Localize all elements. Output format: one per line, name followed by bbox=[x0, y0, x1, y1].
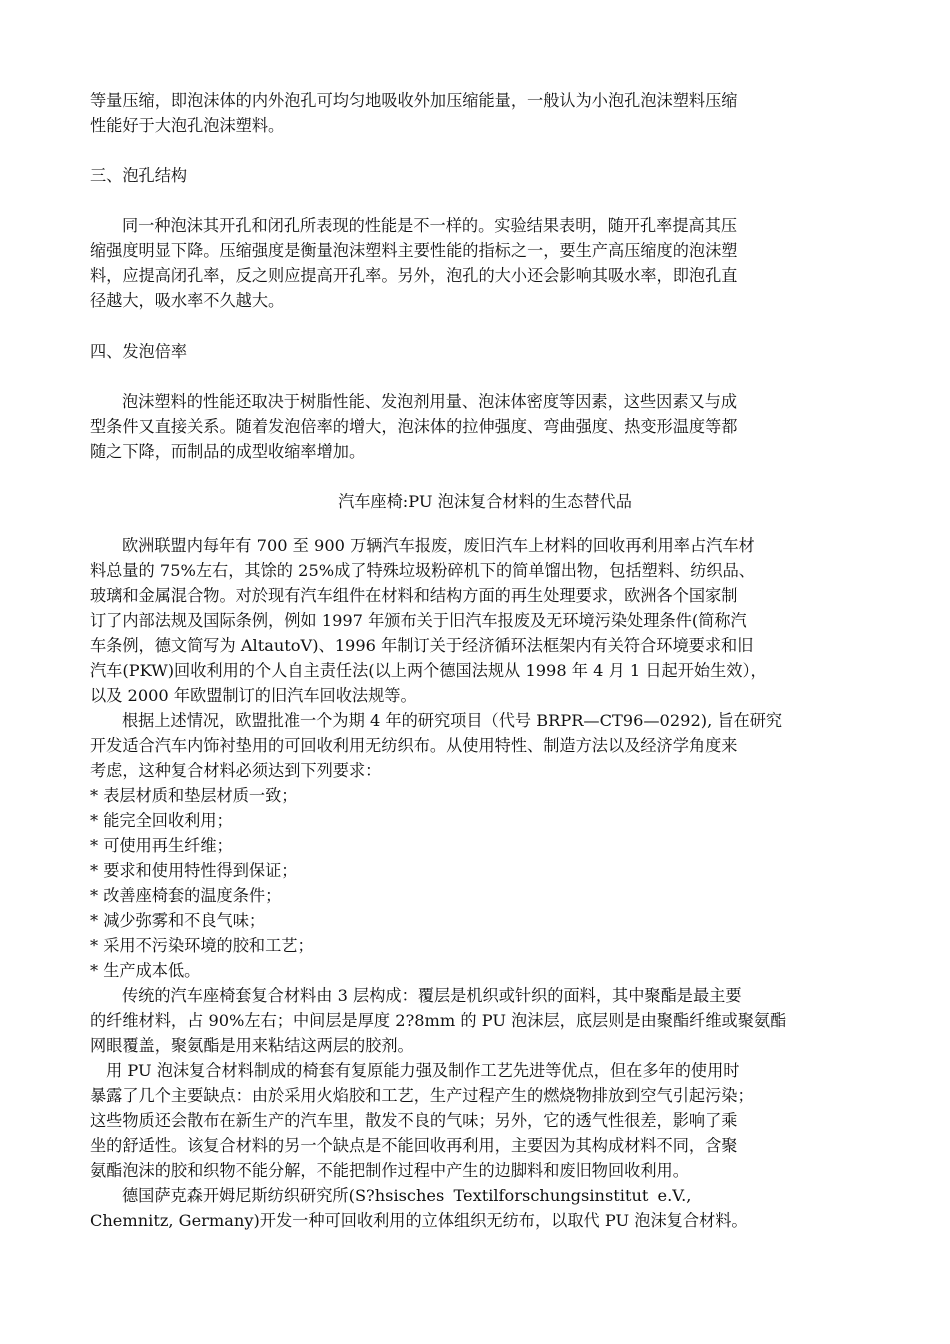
text-line: 径越大，吸水率不久越大。 bbox=[90, 291, 285, 310]
document-page bbox=[90, 88, 870, 1233]
list-item: * 能完全回收利用； bbox=[90, 811, 233, 830]
text-line: 德国萨克森开姆尼斯纺织研究所(S?hsisches Textilforschungsinstitut e.V., bbox=[122, 1186, 692, 1205]
paragraph-expansion-ratio bbox=[90, 389, 870, 464]
text-line: 同一种泡沫其开孔和闭孔所表现的性能是不一样的。实验结果表明，随开孔率提高其压 bbox=[122, 216, 738, 235]
list-item: * 要求和使用特性得到保证； bbox=[90, 861, 298, 880]
list-item: * 可使用再生纤维； bbox=[90, 836, 233, 855]
text-line: 玻璃和金属混合物。对於现有汽车组件在材料和结构方面的再生处理要求，欧洲各个国家制 bbox=[90, 586, 738, 605]
paragraph-saxon-institute bbox=[90, 1183, 870, 1233]
text-line: 等量压缩，即泡沫体的内外泡孔可均匀地吸收外加压缩能量，一般认为小泡孔泡沫塑料压缩 bbox=[90, 91, 738, 110]
text-line: 坐的舒适性。该复合材料的另一个缺点是不能回收再利用，主要因为其构成材料不同，含聚 bbox=[90, 1136, 738, 1155]
text-line: 缩强度明显下降。压缩强度是衡量泡沫塑料主要性能的指标之一，要生产高压缩度的泡沫塑 bbox=[90, 241, 738, 260]
paragraph-traditional-composite bbox=[90, 983, 870, 1058]
text-line: 汽车(PKW)回收利用的个人自主责任法(以上两个德国法规从 1998 年 4 月 1 日起开始生效）， bbox=[90, 661, 767, 680]
list-item: * 减少弥雾和不良气味； bbox=[90, 911, 266, 930]
text-line: 这些物质还会散布在新生产的汽车里，散发不良的气味；另外，它的透气性很差，影响了乘 bbox=[90, 1111, 738, 1130]
text-line: 性能好于大泡孔泡沫塑料。 bbox=[90, 116, 285, 135]
text-line: 的纤维材料，占 90%左右；中间层是厚度 2?8mm 的 PU 泡沫层，底层则是由聚酯纤维或聚氨酯 bbox=[90, 1011, 787, 1030]
text-line: 氨酯泡沫的胶和织物不能分解，不能把制作过程中产生的边脚料和废旧物回收利用。 bbox=[90, 1161, 689, 1180]
text-line: 料总量的 75%左右，其馀的 25%成了特殊垃圾粉碎机下的简单馏出物，包括塑料、纺织品、 bbox=[90, 561, 755, 580]
list-item: * 采用不污染环境的胶和工艺； bbox=[90, 936, 314, 955]
article-title: 汽车座椅:PU 泡沫复合材料的生态替代品 bbox=[338, 492, 632, 511]
text-line: 传统的汽车座椅套复合材料由 3 层构成：覆层是机织或针织的面料，其中聚酯是最主要 bbox=[122, 986, 742, 1005]
text-line: 欧洲联盟内每年有 700 至 900 万辆汽车报废，废旧汽车上材料的回收再利用率占汽车材 bbox=[122, 536, 755, 555]
list-item: * 表层材质和垫层材质一致； bbox=[90, 786, 298, 805]
text-line: 用 PU 泡沫复合材料制成的椅套有复原能力强及制作工艺先进等优点，但在多年的使用时 bbox=[106, 1061, 740, 1080]
text-line: 车条例，德文简写为 AltautoV)、1996 年制订关于经济循环法框架内有关符合环境要求和旧 bbox=[90, 636, 754, 655]
text-line: 型条件又直接关系。随着发泡倍率的增大，泡沫体的拉伸强度、弯曲强度、热变形温度等都 bbox=[90, 417, 738, 436]
text-line: 以及 2000 年欧盟制订的旧汽车回收法规等。 bbox=[90, 686, 417, 705]
text-line: 随之下降，而制品的成型收缩率增加。 bbox=[90, 442, 366, 461]
text-line: 根据上述情况，欧盟批准一个为期 4 年的研究项目（代号 BRPR—CT96—0292), 旨在研究 bbox=[122, 711, 783, 730]
text-line: 网眼覆盖，聚氨酯是用来粘结这两层的胶剂。 bbox=[90, 1036, 414, 1055]
text-line: 暴露了几个主要缺点：由於采用火焰胶和工艺，生产过程产生的燃烧物排放到空气引起污染； bbox=[90, 1086, 754, 1105]
text-line: Chemnitz, Germany)开发一种可回收利用的立体组织无纺布，以取代 PU 泡沫复合材料。 bbox=[90, 1211, 748, 1230]
paragraph-cell-structure bbox=[90, 213, 870, 313]
section-heading-cell-structure: 三、泡孔结构 bbox=[90, 166, 188, 185]
text-line: 泡沫塑料的性能还取决于树脂性能、发泡剂用量、泡沫体密度等因素，这些因素又与成 bbox=[122, 392, 738, 411]
list-item: * 改善座椅套的温度条件； bbox=[90, 886, 282, 905]
paragraph-research-project bbox=[90, 708, 870, 783]
text-line: 开发适合汽车内饰衬垫用的可回收利用无纺织布。从使用特性、制造方法以及经济学角度来 bbox=[90, 736, 738, 755]
text-line: 订了内部法规及国际条例，例如 1997 年颁布关于旧汽车报废及无环境污染处理条件(简称汽 bbox=[90, 611, 747, 630]
list-item: * 生产成本低。 bbox=[90, 961, 201, 980]
paragraph-eu-scrap bbox=[90, 533, 870, 708]
text-line: 考虑，这种复合材料必须达到下列要求： bbox=[90, 761, 382, 780]
paragraph-compression bbox=[90, 88, 870, 138]
text-line: 料，应提高闭孔率，反之则应提高开孔率。另外，泡孔的大小还会影响其吸水率，即泡孔直 bbox=[90, 266, 738, 285]
section-heading-expansion-ratio: 四、发泡倍率 bbox=[90, 342, 188, 361]
requirements-list bbox=[90, 783, 870, 983]
paragraph-pu-drawbacks bbox=[90, 1058, 870, 1183]
